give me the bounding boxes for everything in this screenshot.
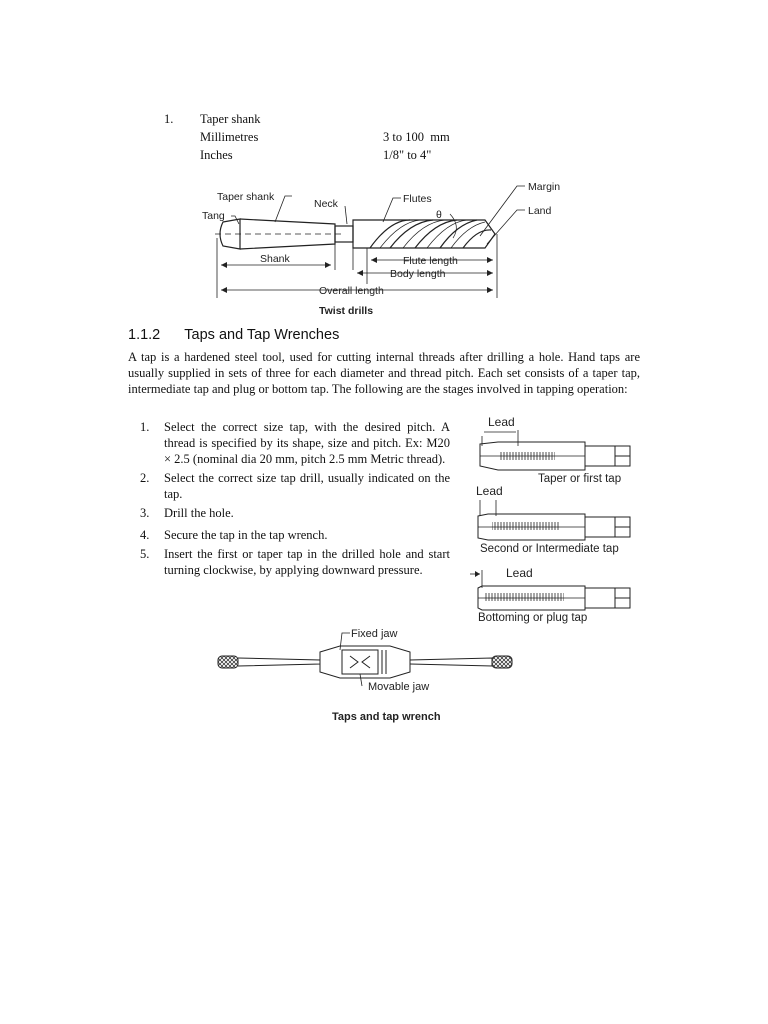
spec-row-value: 1/8" to 4": [383, 148, 432, 162]
list-item: 2. Select the correct size tap drill, usually indicated on the tap.: [140, 471, 450, 501]
label-flute-length: Flute length: [403, 255, 458, 267]
taper-tap-caption: Taper or first tap: [538, 473, 622, 485]
label-shank: Shank: [260, 253, 290, 265]
plug-tap-caption: Bottoming or plug tap: [478, 612, 588, 624]
section-number: 1.1.2: [128, 327, 161, 343]
spec-label: Taper shank: [200, 112, 261, 126]
label-tang: Tang: [202, 210, 225, 222]
movable-jaw-label: Movable jaw: [368, 681, 430, 693]
taps-figure: [470, 410, 650, 628]
label-land: Land: [528, 205, 552, 217]
spec-row-name: Inches: [200, 148, 233, 162]
fixed-jaw-label: Fixed jaw: [351, 628, 398, 640]
label-neck: Neck: [314, 198, 338, 210]
label-taper-shank: Taper shank: [217, 191, 275, 203]
list-item: 4. Secure the tap in the tap wrench.: [140, 528, 328, 542]
intro-paragraph: A tap is a hardened steel tool, used for cutting internal threads after drilling a hole. Hand taps are usually supplied in sets of three for each diameter and thread pitch. Each set consists of a taper tap, intermediate tap and plug or bottom tap. The following are the stages involved in tapping operation:: [128, 350, 640, 396]
twist-drill-figure: [195, 174, 575, 324]
section-title: Taps and Tap Wrenches: [184, 327, 340, 343]
label-body-length: Body length: [390, 268, 446, 280]
section-heading: [128, 327, 339, 343]
label-flutes: Flutes: [403, 193, 432, 205]
list-item: 5. Insert the first or taper tap in the drilled hole and start turning clockwise, by applying downward pressure.: [140, 547, 450, 577]
spec-number: 1.: [164, 112, 174, 126]
intermediate-tap: [478, 500, 630, 540]
list-item: 3. Drill the hole.: [140, 506, 234, 520]
list-item: 1. Select the correct size tap, with the desired pitch. A thread is specified by its shape, size and pitch. Ex: M20 × 2.5 (nominal dia 20 mm, pitch 2.5 mm Metric thread).: [140, 420, 450, 466]
twist-drill-caption: Twist drills: [319, 305, 374, 317]
intermediate-tap-caption: Second or Intermediate tap: [480, 543, 619, 555]
spec-block: [160, 111, 480, 165]
body-shape: [353, 220, 495, 248]
label-theta: θ: [436, 209, 442, 221]
steps-list: [128, 419, 450, 581]
plug-tap: [470, 570, 630, 610]
label-margin: Margin: [528, 181, 561, 193]
spec-row-name: Millimetres: [200, 130, 259, 144]
tap-wrench-figure: [210, 622, 540, 728]
spec-row-value: 3 to 100 mm: [383, 130, 450, 144]
tap-wrench-caption: Taps and tap wrench: [332, 711, 441, 723]
label-overall-length: Overall length: [319, 285, 384, 297]
plug-lead-label: Lead: [506, 566, 533, 580]
taper-lead-label: Lead: [488, 415, 515, 429]
intermediate-lead-label: Lead: [476, 484, 503, 498]
taper-tap: [480, 430, 630, 470]
